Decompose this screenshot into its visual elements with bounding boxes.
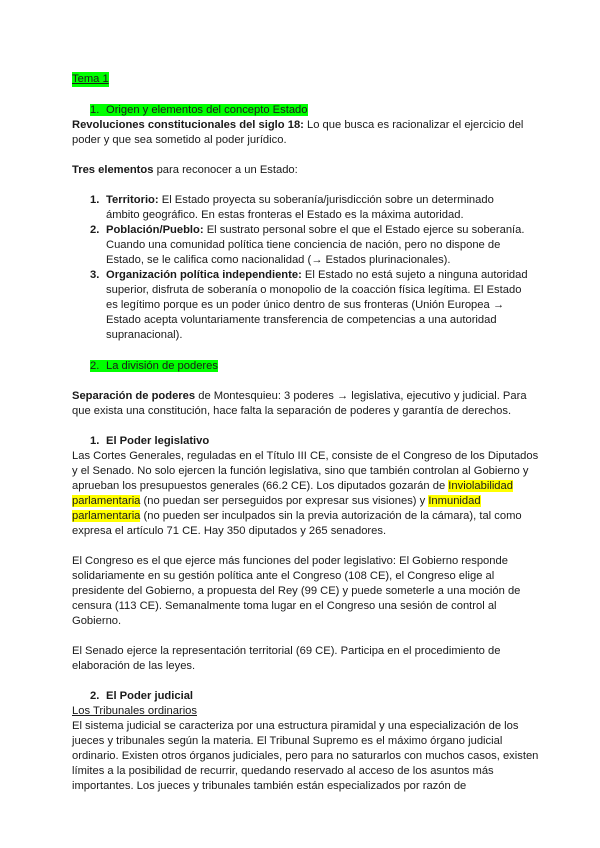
- list-item: [90, 268, 540, 343]
- list-item-number: 2.: [90, 224, 100, 236]
- tema-label: Tema 1: [72, 73, 109, 85]
- separacion-text: de Montesquieu: 3 poderes → legislativa, ejecutivo y judicial. Para que exista una constitución, hace falta la separación de poderes y garantía de derechos.: [72, 390, 527, 417]
- tres-elementos-bold: Tres elementos: [72, 164, 154, 176]
- separacion-bold: Separación de poderes: [72, 390, 196, 402]
- elementos-list: [72, 193, 540, 343]
- list-item-term: Territorio:: [106, 194, 159, 206]
- list-item: [90, 193, 540, 223]
- list-item-text: [106, 268, 540, 343]
- section-2-highlight: [90, 360, 218, 372]
- paragraph-judicial: El sistema judicial se caracteriza por una estructura piramidal y una especialización de los jueces y tribunales según la materia. El Tribunal Supremo es el máximo órgano judicial ordinario. Existen otros órganos judiciales, pero para no saturarlos con muchos casos, existen límites a la posibilidad de recurrir, quedando reservado al acceso de los asuntos más importantes. Los jueces y tribunales también están especializados por razón de: [72, 720, 539, 792]
- section-1-heading: [72, 103, 540, 118]
- inmunidad-highlight: Inmunidad parlamentaria: [72, 495, 481, 522]
- section-1-number: 1.: [90, 104, 100, 116]
- list-item-number: 3.: [90, 269, 100, 281]
- list-item-text: [106, 223, 540, 268]
- paragraph-revoluciones: [72, 118, 540, 148]
- tema-heading: [72, 72, 540, 87]
- subsection-2-heading: [72, 689, 540, 704]
- paragraph-senado: El Senado ejerce la representación territorial (69 CE). Participa en el procedimiento de elaboración de las leyes.: [72, 645, 501, 672]
- subsection-1-title: El Poder legislativo: [106, 435, 210, 447]
- section-1-title: Origen y elementos del concepto Estado: [106, 104, 308, 116]
- paragraph-tres-elementos: [72, 163, 540, 178]
- tres-elementos-text: para reconocer a un Estado:: [153, 164, 298, 176]
- list-item-number: 1.: [90, 194, 100, 206]
- section-2-title: La división de poderes: [106, 360, 218, 372]
- subsection-1-heading: [72, 434, 540, 449]
- list-item-text: [106, 193, 540, 223]
- section-1-highlight: [90, 104, 308, 116]
- cortes-text-b: (no puedan ser perseguidos por expresar sus visiones) y: [140, 495, 429, 507]
- cortes-text-c: (no pueden ser inculpados sin la previa autorización de la cámara), tal como expresa el artículo 71 CE. Hay 350 diputados y 265 senadores.: [72, 510, 522, 537]
- subsection-1-number: 1.: [90, 435, 100, 447]
- list-item-desc: El sustrato personal sobre el que el Estado ejerce su soberanía. Cuando una comunidad política tiene conciencia de nación, pero no dispone de Estado, se le califica como nacionalidad (→ Estados plurinacionales).: [106, 224, 525, 266]
- list-item-term: Población/Pueblo:: [106, 224, 204, 236]
- subsection-2-title: El Poder judicial: [106, 690, 194, 702]
- inviolabilidad-highlight: Inviolabilidad parlamentaria: [72, 480, 513, 507]
- subsection-2-number: 2.: [90, 690, 100, 702]
- revoluciones-bold: Revoluciones constitucionales del siglo 18:: [72, 119, 304, 131]
- list-item-desc: El Estado no está sujeto a ninguna autoridad superior, disfruta de soberanía o monopolio de la coacción física legítima. El Estado es legítimo porque es un poder único dentro de sus fronteras (Unión Europea → Estado acepta voluntariamente transferencia de competencias a una autoridad supranacional).: [106, 269, 528, 341]
- paragraph-separacion: [72, 389, 540, 419]
- revoluciones-text: Lo que busca es racionalizar el ejercicio del poder y que sea sometido al poder jurídico.: [72, 119, 524, 146]
- list-item-term: Organización política independiente:: [106, 269, 302, 281]
- tribunales-heading: Los Tribunales ordinarios: [72, 705, 197, 717]
- list-item-desc: El Estado proyecta su soberanía/jurisdicción sobre un determinado ámbito geográfico. En estas fronteras el Estado es la máxima autoridad.: [106, 194, 494, 221]
- paragraph-cortes: [72, 449, 540, 539]
- section-2-heading: [72, 359, 540, 374]
- paragraph-congreso: El Congreso es el que ejerce más funciones del poder legislativo: El Gobierno responde solidariamente en su gestión política ante el Congreso (108 CE), el Congreso elige al presidente del Gobierno, a propuesta del Rey (99 CE) y puede someterle a una moción de censura (113 CE). Semanalmente toma lugar en el Congreso una sesión de control al Gobierno.: [72, 555, 521, 627]
- section-2-number: 2.: [90, 360, 100, 372]
- list-item: [90, 223, 540, 268]
- cortes-text-a: Las Cortes Generales, reguladas en el Título III CE, consiste de el Congreso de los Diputados y el Senado. No solo ejercen la función legislativa, sino que también controlan al Gobierno y aprueban los presupuestos generales (66.2 CE). Los diputados gozarán de: [72, 450, 539, 492]
